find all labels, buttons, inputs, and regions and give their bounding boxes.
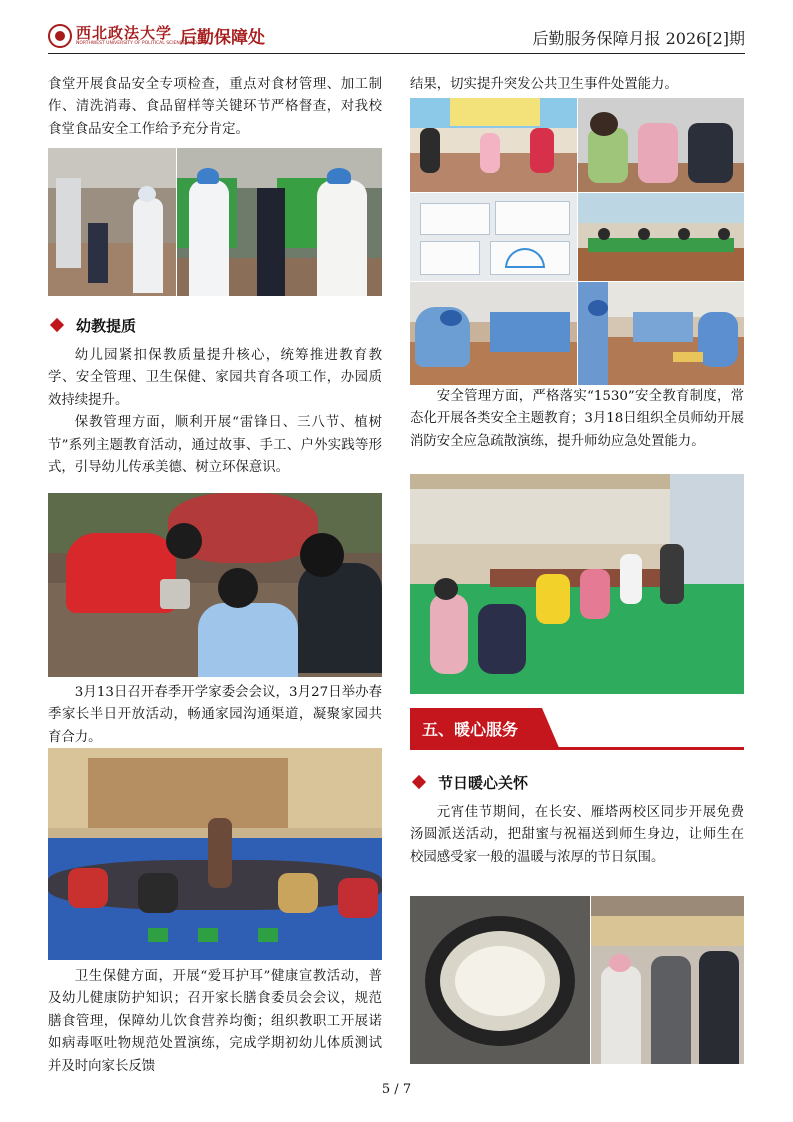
university-name-en: NORTHWEST UNIVERSITY OF POLITICAL SCIENCE AND LAW xyxy=(76,41,209,46)
university-seal-icon xyxy=(48,24,72,48)
photo-ear-care-posters xyxy=(410,193,577,281)
photo-tangyuan-distribution xyxy=(591,896,744,1064)
photo-classroom-meal xyxy=(578,193,744,281)
photo-parents-open-day xyxy=(48,748,382,960)
photo-ear-care-activity xyxy=(410,98,577,192)
paragraph-preschool-intro: 幼儿园紧扣保教质量提升核心，统筹推进教育教学、安全管理、卫生保健、家园共育各项工作，办园质效持续提升。 xyxy=(48,348,382,408)
subsection-festival-title: 节日暖心关怀 xyxy=(438,774,529,792)
page-number: 5 / 7 xyxy=(381,1082,412,1097)
subsection-festival-heading xyxy=(414,772,528,793)
right-text-block-3 xyxy=(410,802,744,869)
paragraph-health-care: 卫生保健方面，开展“爱耳护耳”健康宣教活动，普及幼儿健康防护知识；召开家长膳食委员会会议，规范膳食管理，保障幼儿饮食营养均衡；组织教职工开展诺如病毒呕吐物规范处置演练，完成学期初幼儿体质测试并及时向家长反馈 xyxy=(48,969,382,1074)
university-name: 西北政法大学 xyxy=(76,24,173,42)
section-preschool-title: 幼教提质 xyxy=(76,317,137,335)
right-text-block-2 xyxy=(410,386,744,453)
department-name: 后勤保障处 xyxy=(180,28,265,48)
paragraph-safety-management: 安全管理方面，严格落实“1530”安全教育制度，常态化开展各类安全主题教育；3月18日组织全员师幼开展消防安全应急疏散演练，提升师幼应急处置能力。 xyxy=(410,389,744,449)
photo-kitchen-inspection-1 xyxy=(48,148,176,296)
paragraph-lantern-festival: 元宵佳节期间，在长安、雁塔两校区同步开展免费汤圆派送活动，把甜蜜与祝福送到师生身边，让师生在校园感受家一般的温暖与浓厚的节日氛围。 xyxy=(410,805,744,865)
banner-underline xyxy=(410,747,744,750)
right-text-block-1 xyxy=(410,74,744,96)
diamond-bullet-icon xyxy=(50,318,64,332)
photo-disinfection-drill-1 xyxy=(410,282,577,385)
photo-fire-evacuation-drill xyxy=(410,474,744,694)
paragraph-health-care-continued: 结果，切实提升突发公共卫生事件处置能力。 xyxy=(410,77,678,92)
photo-disinfection-drill-2 xyxy=(578,282,744,385)
paragraph-parents-meeting: 3月13日召开春季开学家委会会议，3月27日举办春季家长半日开放活动，畅通家园沟通渠道，凝聚家园共育合力。 xyxy=(48,685,382,745)
left-text-block-2 xyxy=(48,345,382,479)
photo-kitchen-inspection-2 xyxy=(177,148,382,296)
diamond-bullet-icon xyxy=(412,775,426,789)
left-text-block-1 xyxy=(48,74,382,141)
report-title: 后勤服务保障月报 2026[2]期 xyxy=(532,29,745,48)
paragraph-food-safety: 食堂开展食品安全专项检查，重点对食材管理、加工制作、清洗消毒、食品留样等关键环节严格督查，对我校食堂食品安全工作给予充分肯定。 xyxy=(48,77,382,137)
photo-tree-planting xyxy=(48,493,382,677)
photo-ear-care-children xyxy=(578,98,744,192)
paragraph-education: 保教管理方面，顺利开展“雷锋日、三八节、植树节”系列主题教育活动，通过故事、手工、户外实践等形式，引导幼儿传承美德、树立环保意识。 xyxy=(48,415,382,476)
page-header xyxy=(48,18,745,54)
section-preschool-heading xyxy=(52,315,136,336)
left-text-block-4 xyxy=(48,966,382,1078)
section-banner-title: 五、暖心服务 xyxy=(422,720,519,739)
photo-tangyuan-pot xyxy=(410,896,590,1064)
section-banner xyxy=(410,708,744,754)
left-text-block-3 xyxy=(48,682,382,749)
